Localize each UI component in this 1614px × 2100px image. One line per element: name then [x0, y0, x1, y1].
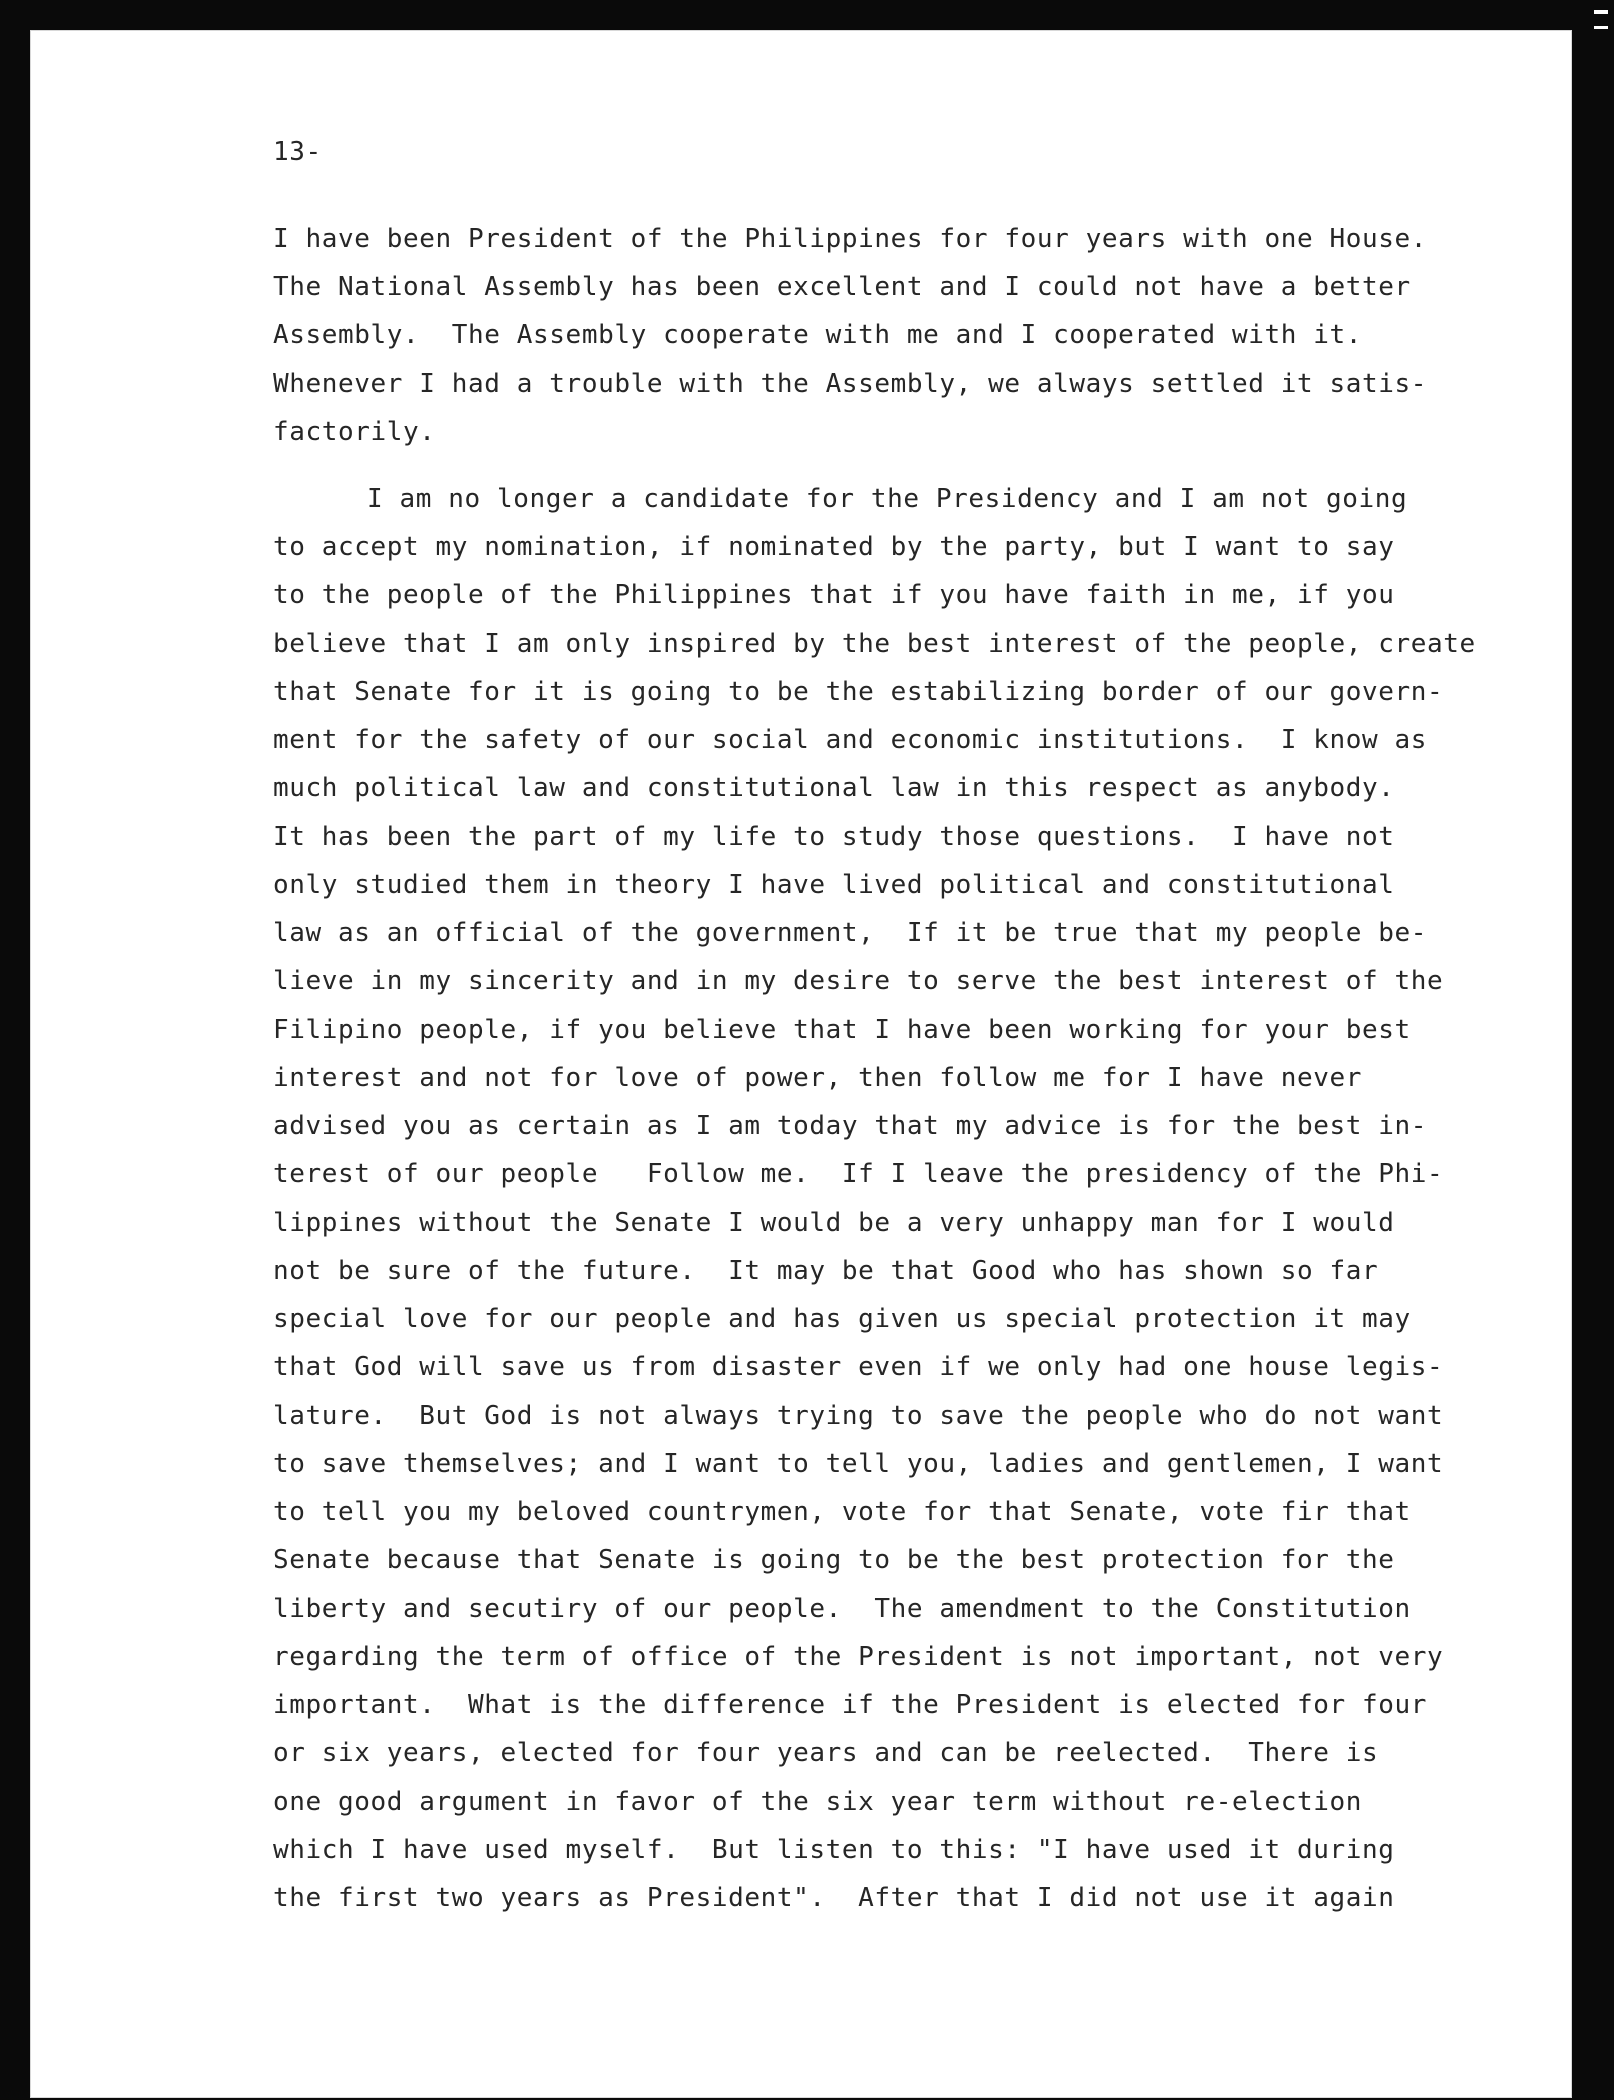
text-line: that God will save us from disaster even if we only had one house legis- — [273, 1352, 1444, 1382]
text-line: lieve in my sincerity and in my desire to serve the best interest of the — [273, 966, 1444, 996]
text-line: special love for our people and has given us special protection it may — [273, 1304, 1411, 1334]
text-line: ment for the safety of our social and economic institutions. I know as — [273, 725, 1427, 755]
text-line: which I have used myself. But listen to this: "I have used it during — [273, 1835, 1395, 1865]
text-line: much political law and constitutional law in this respect as anybody. — [273, 773, 1395, 803]
text-line: Filipino people, if you believe that I have been working for your best — [273, 1015, 1411, 1045]
text-line: one good argument in favor of the six year term without re-election — [273, 1787, 1362, 1817]
body-text — [30, 30, 1572, 2098]
text-line: lature. But God is not always trying to save the people who do not want — [273, 1401, 1444, 1431]
text-line: interest and not for love of power, then follow me for I have never — [273, 1063, 1362, 1093]
text-line: The National Assembly has been excellent and I could not have a better — [273, 272, 1411, 302]
text-line: lippines without the Senate I would be a very unhappy man for I would — [273, 1208, 1395, 1238]
text-line: to save themselves; and I want to tell you, ladies and gentlemen, I want — [273, 1449, 1444, 1479]
text-line: Assembly. The Assembly cooperate with me and I cooperated with it. — [273, 320, 1362, 350]
text-line: only studied them in theory I have lived political and constitutional — [273, 870, 1395, 900]
text-line: to the people of the Philippines that if you have faith in me, if you — [273, 580, 1395, 610]
scan-edge-mark — [1594, 26, 1608, 29]
text-line: liberty and secutiry of our people. The amendment to the Constitution — [273, 1594, 1411, 1624]
text-line: that Senate for it is going to be the estabilizing border of our govern- — [273, 677, 1444, 707]
page-number: 13- — [273, 137, 322, 167]
text-line: Whenever I had a trouble with the Assembly, we always settled it satis- — [273, 369, 1427, 399]
scan-edge-mark — [1594, 10, 1608, 14]
text-line: regarding the term of office of the President is not important, not very — [273, 1642, 1444, 1672]
text-line: terest of our people Follow me. If I leave the presidency of the Phi- — [273, 1159, 1444, 1189]
text-line: the first two years as President". After that I did not use it again — [273, 1883, 1395, 1913]
text-line: to tell you my beloved countrymen, vote for that Senate, vote fir that — [273, 1497, 1411, 1527]
text-line: factorily. — [273, 417, 436, 447]
text-line: important. What is the difference if the President is elected for four — [273, 1690, 1427, 1720]
document-page — [30, 30, 1572, 2098]
text-line: It has been the part of my life to study those questions. I have not — [273, 822, 1395, 852]
text-line: law as an official of the government, If it be true that my people be- — [273, 918, 1427, 948]
text-line: believe that I am only inspired by the best interest of the people, create — [273, 629, 1476, 659]
text-line: I am no longer a candidate for the Presidency and I am not going — [367, 484, 1408, 514]
text-line: to accept my nomination, if nominated by the party, but I want to say — [273, 532, 1395, 562]
text-line: not be sure of the future. It may be that Good who has shown so far — [273, 1256, 1379, 1286]
text-line: Senate because that Senate is going to be the best protection for the — [273, 1545, 1395, 1575]
text-line: I have been President of the Philippines for four years with one House. — [273, 224, 1427, 254]
text-line: or six years, elected for four years and can be reelected. There is — [273, 1738, 1379, 1768]
text-line: advised you as certain as I am today that my advice is for the best in- — [273, 1111, 1427, 1141]
